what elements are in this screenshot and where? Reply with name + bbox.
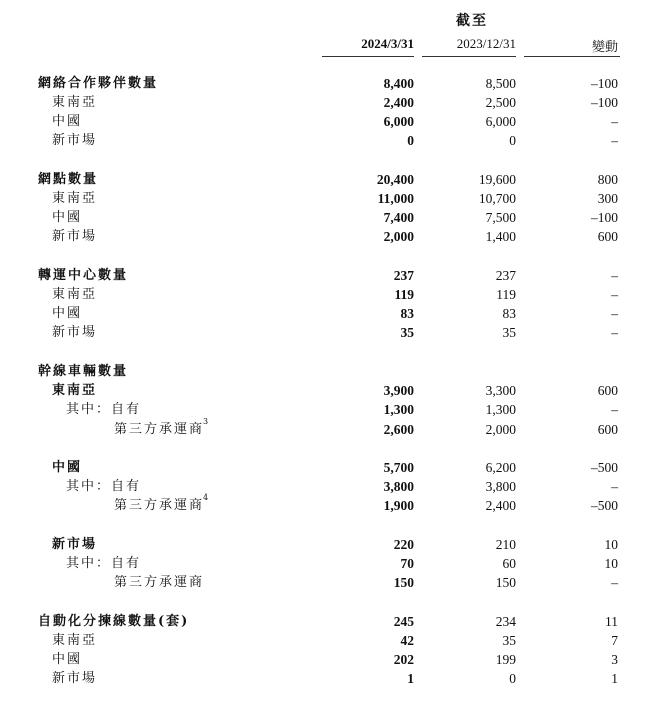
value-2023: 237: [495, 268, 516, 283]
table-row: [0, 74, 669, 93]
row-label: 新市場: [52, 537, 98, 552]
row-label: 第三方承運商: [114, 575, 205, 590]
row-label: 中國: [52, 210, 83, 225]
value-2024: 8,400: [383, 76, 414, 91]
table-row: [0, 669, 669, 688]
value-2023: 150: [495, 575, 516, 590]
table-row: 第三方承運商 4 1,900 2,400 –500: [114, 493, 618, 513]
value-2023: 8,500: [485, 76, 516, 91]
value-2023: 60: [502, 556, 516, 571]
row-label: 東南亞: [52, 633, 98, 648]
value-change: 800: [597, 172, 618, 187]
value-2024: 237: [393, 268, 414, 283]
value-2023: 19,600: [478, 172, 516, 187]
table-row: [0, 477, 669, 496]
value-2024: 3,800: [383, 479, 414, 494]
table-row: [0, 535, 669, 554]
value-2024: 2,600: [383, 422, 414, 437]
table-row: [0, 304, 669, 323]
value-2024: 220: [393, 537, 414, 552]
row-label: 第三方承運商: [114, 422, 205, 437]
value-2023: 0: [509, 671, 516, 686]
header-col-change: 變動: [591, 39, 618, 54]
row-label: 新市場: [52, 229, 98, 244]
value-change: –100: [591, 210, 618, 225]
row-label: 幹線車輛數量: [38, 364, 129, 379]
row-label: 中國: [52, 114, 83, 129]
value-change: –: [611, 402, 618, 417]
value-2024: 2,000: [383, 229, 414, 244]
value-change: –: [611, 287, 618, 302]
table-row: [0, 93, 669, 112]
value-2024: 150: [393, 575, 414, 590]
table-row: [0, 554, 669, 573]
row-label: 轉運中心數量: [38, 268, 129, 283]
value-change: –100: [591, 95, 618, 110]
value-change: –100: [591, 76, 618, 91]
row-label: 其中：自有: [66, 556, 142, 571]
value-2024: 0: [407, 133, 414, 148]
value-2024: 35: [400, 325, 414, 340]
value-2023: 35: [502, 633, 516, 648]
value-2023: 6,200: [485, 460, 516, 475]
table-row: [0, 266, 669, 285]
row-label: 東南亞: [52, 95, 98, 110]
row-label: 其中：自有: [66, 402, 142, 417]
table-row: [0, 170, 669, 189]
header-divider: [322, 56, 414, 57]
row-label: 中國: [52, 652, 83, 667]
value-2024: 5,700: [383, 460, 414, 475]
value-2023: 210: [495, 537, 516, 552]
value-change: 600: [597, 383, 618, 398]
value-2024: 3,900: [383, 383, 414, 398]
value-2023: 2,400: [485, 498, 516, 513]
value-change: 10: [604, 537, 618, 552]
value-2023: 7,500: [485, 210, 516, 225]
value-change: 7: [611, 633, 618, 648]
value-2024: 1,300: [383, 402, 414, 417]
value-change: 3: [611, 652, 618, 667]
value-change: –: [611, 114, 618, 129]
value-change: –: [611, 325, 618, 340]
value-change: 11: [605, 614, 618, 629]
value-2024: 6,000: [383, 114, 414, 129]
value-2023: 2,000: [485, 422, 516, 437]
value-2024: 42: [400, 633, 414, 648]
table-row: [0, 131, 669, 150]
row-label: 網點數量: [38, 172, 99, 187]
value-change: 600: [597, 229, 618, 244]
row-label: 網絡合作夥伴數量: [38, 76, 159, 91]
value-2024: 1,900: [383, 498, 414, 513]
value-2023: 2,500: [485, 95, 516, 110]
value-change: –: [611, 306, 618, 321]
value-change: –500: [591, 460, 618, 475]
row-label: 其中：自有: [66, 479, 142, 494]
row-label: 中國: [52, 306, 83, 321]
value-2024: 1: [407, 671, 414, 686]
value-change: –500: [591, 498, 618, 513]
table-row: [0, 189, 669, 208]
table-row: [0, 227, 669, 246]
row-label: 第三方承運商: [114, 498, 205, 513]
value-2023: 0: [509, 133, 516, 148]
row-label: 東南亞: [52, 287, 98, 302]
header-col-2023: 2023/12/31: [456, 36, 516, 51]
value-change: –: [611, 268, 618, 283]
table-row: [0, 112, 669, 131]
row-label: 新市場: [52, 671, 98, 686]
value-change: 600: [597, 422, 618, 437]
value-2023: 35: [502, 325, 516, 340]
value-2024: 2,400: [383, 95, 414, 110]
row-label: 中國: [52, 460, 83, 475]
row-label: 東南亞: [52, 383, 98, 398]
value-2023: 6,000: [485, 114, 516, 129]
table-row: [0, 323, 669, 342]
table-row: [0, 362, 669, 381]
value-change: –: [611, 133, 618, 148]
value-2024: 7,400: [383, 210, 414, 225]
table-row: [0, 573, 669, 592]
table-row: 第三方承運商 3 2,600 2,000 600: [114, 417, 618, 437]
row-label: 東南亞: [52, 191, 98, 206]
header-divider: [422, 56, 516, 57]
table-row: [0, 650, 669, 669]
value-2024: 119: [394, 287, 414, 302]
table-row: [0, 400, 669, 419]
value-2024: 83: [400, 306, 414, 321]
table-row: [0, 208, 669, 227]
header-group-label: 截至: [456, 13, 488, 29]
value-2023: 1,400: [485, 229, 516, 244]
row-label: 自動化分揀線數量(套): [38, 614, 190, 629]
table-row: [0, 631, 669, 650]
value-2023: 3,300: [485, 383, 516, 398]
table-row: [0, 381, 669, 400]
value-2024: 245: [393, 614, 414, 629]
row-label: 新市場: [52, 325, 98, 340]
table-row: [0, 458, 669, 477]
header-col-2024: 2024/3/31: [361, 36, 414, 51]
row-label: 新市場: [52, 133, 98, 148]
value-2023: 119: [496, 287, 516, 302]
value-2023: 234: [495, 614, 516, 629]
value-change: 10: [604, 556, 618, 571]
value-2023: 83: [502, 306, 516, 321]
value-2023: 10,700: [478, 191, 516, 206]
value-change: –: [611, 575, 618, 590]
value-2023: 1,300: [485, 402, 516, 417]
table-row: [0, 285, 669, 304]
header-divider: [524, 56, 620, 57]
value-change: 1: [611, 671, 618, 686]
value-2024: 70: [400, 556, 414, 571]
value-2023: 199: [495, 652, 516, 667]
value-2023: 3,800: [485, 479, 516, 494]
value-2024: 202: [393, 652, 414, 667]
value-2024: 11,000: [377, 191, 414, 206]
value-change: 300: [597, 191, 618, 206]
table-row: [0, 612, 669, 631]
value-2024: 20,400: [376, 172, 414, 187]
value-change: –: [611, 479, 618, 494]
